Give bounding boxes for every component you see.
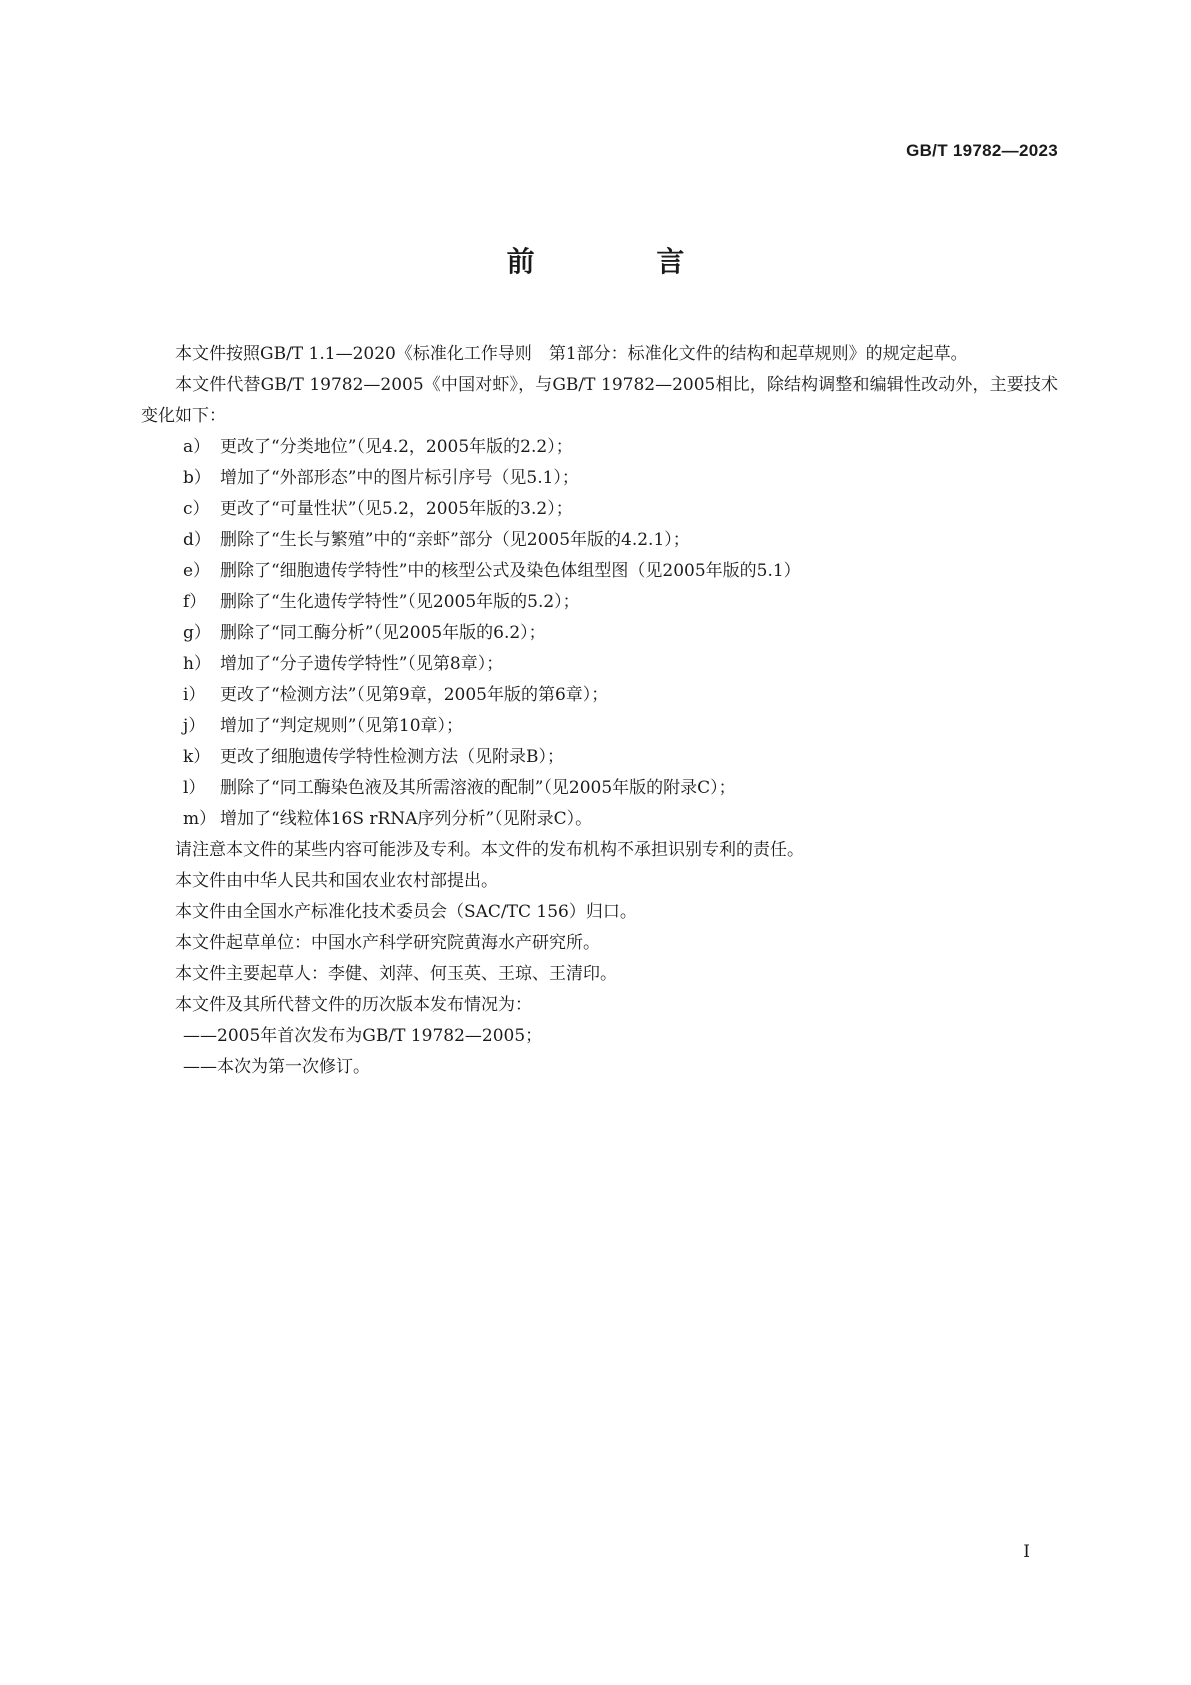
list-item-label: d） [183, 530, 211, 550]
page-title: 前 言 [506, 245, 741, 278]
list-item-text: 删除了“细胞遗传学特性”中的核型公式及染色体组型图（见2005年版的5.1） [220, 561, 801, 581]
paragraph-centralized-unit: 本文件由全国水产标准化技术委员会（SAC/TC 156）归口。 [175, 902, 637, 922]
paragraph-drafting-unit: 本文件起草单位：中国水产科学研究院黄海水产研究所。 [175, 933, 600, 953]
paragraph-history-intro: 本文件及其所代替文件的历次版本发布情况为： [175, 995, 532, 1015]
list-item-text: 更改了细胞遗传学特性检测方法（见附录B）； [220, 747, 564, 767]
list-item [141, 804, 1058, 835]
list-item [141, 556, 1058, 587]
list-item-label: i） [183, 685, 206, 705]
list-item [141, 432, 1058, 463]
list-item [141, 773, 1058, 804]
list-item-label: m） [183, 809, 217, 829]
list-item-text: 更改了“分类地位”（见4.2，2005年版的2.2）； [220, 437, 573, 457]
list-item [141, 742, 1058, 773]
list-item-text: 删除了“同工酶染色液及其所需溶液的配制”（见2005年版的附录C）； [220, 778, 736, 798]
history-item: ——2005年首次发布为GB/T 19782—2005； [183, 1026, 543, 1046]
document-body [141, 339, 1058, 1083]
history-item: ——本次为第一次修订。 [183, 1057, 370, 1077]
list-item-text: 删除了“生长与繁殖”中的“亲虾”部分（见2005年版的4.2.1）； [220, 530, 690, 550]
list-item-label: g） [183, 623, 211, 643]
list-item [141, 618, 1058, 649]
list-item-text: 删除了“同工酶分析”（见2005年版的6.2）； [220, 623, 546, 643]
list-item-text: 更改了“检测方法”（见第9章，2005年版的第6章）； [220, 685, 609, 705]
list-item-text: 增加了“判定规则”（见第10章）； [220, 716, 464, 736]
list-item [141, 494, 1058, 525]
list-item-label: b） [183, 468, 211, 488]
paragraph-drafters: 本文件主要起草人：李健、刘萍、何玉英、王琼、王清印。 [175, 964, 617, 984]
list-item-text: 删除了“生化遗传学特性”（见2005年版的5.2）； [220, 592, 580, 612]
list-item [141, 711, 1058, 742]
list-item-label: l） [183, 778, 206, 798]
list-item-label: a） [183, 437, 211, 457]
changes-list [141, 432, 1058, 835]
paragraph-drafting-basis: 本文件按照GB/T 1.1—2020《标准化工作导则 第1部分：标准化文件的结构和起草规则》的规定起草。 [175, 344, 968, 364]
list-item [141, 525, 1058, 556]
paragraph-proposer: 本文件由中华人民共和国农业农村部提出。 [175, 871, 498, 891]
list-item-label: k） [183, 747, 211, 767]
list-item-label: h） [183, 654, 211, 674]
list-item-text: 增加了“线粒体16S rRNA序列分析”（见附录C）。 [220, 809, 593, 829]
history-list [141, 1021, 1058, 1083]
list-item-label: j） [183, 716, 206, 736]
page-number: I [1023, 1542, 1030, 1562]
list-item-label: f） [183, 592, 207, 612]
standard-code: GB/T 19782—2023 [906, 141, 1058, 160]
list-item [141, 587, 1058, 618]
list-item [141, 680, 1058, 711]
paragraph-patent-notice: 请注意本文件的某些内容可能涉及专利。本文件的发布机构不承担识别专利的责任。 [175, 840, 804, 860]
list-item-text: 增加了“分子遗传学特性”（见第8章）； [220, 654, 504, 674]
list-item [141, 649, 1058, 680]
list-item-text: 更改了“可量性状”（见5.2，2005年版的3.2）； [220, 499, 573, 519]
list-item-label: e） [183, 561, 211, 581]
list-item [141, 463, 1058, 494]
list-item-text: 增加了“外部形态”中的图片标引序号（见5.1）； [220, 468, 579, 488]
list-item-label: c） [183, 499, 210, 519]
paragraph-replacement: 本文件代替GB/T 19782—2005《中国对虾》，与GB/T 19782—2005相比，除结构调整和编辑性改动外，主要技术变化如下： [141, 375, 1058, 426]
